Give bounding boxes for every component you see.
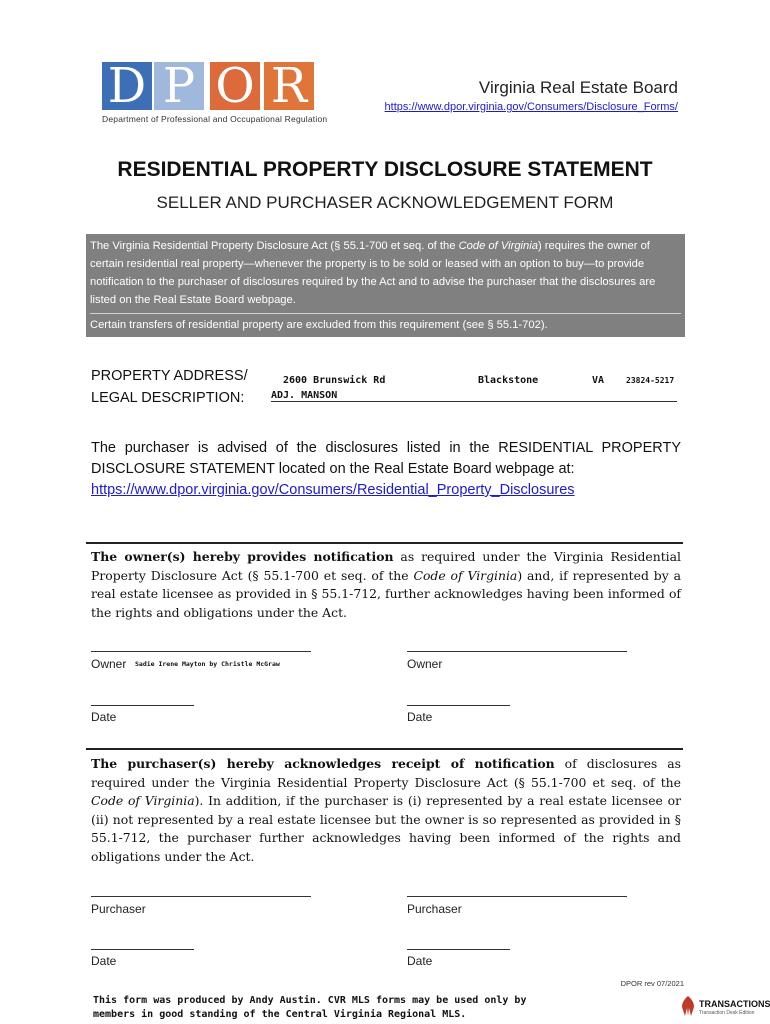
section-divider-1 [86, 542, 683, 544]
owner-label-left: Owner [91, 657, 127, 671]
purchaser-date-line-right[interactable] [407, 949, 510, 950]
owner-notification-paragraph: The owner(s) hereby provides notification as required under the Virginia Residential Property Disclosure Act (§ 55.1-700 et seq. of the Code of Virginia) and, if represented by a real estate licensee as provided in § 55.1-712, further acknowledges having been informed of the rights and obligations under the Act. [91, 549, 681, 620]
form-title: RESIDENTIAL PROPERTY DISCLOSURE STATEMENT [117, 158, 653, 181]
purchaser-date-label-left: Date [91, 954, 117, 968]
property-state[interactable]: VA [592, 375, 605, 386]
owner-signature-line-left[interactable] [91, 651, 311, 652]
revision-label: DPOR rev 07/2021 [620, 979, 684, 988]
logo-letter-d: D [102, 62, 152, 110]
mls-footer: This form was produced by Andy Austin. CVR MLS forms may be used only by members in good standing of the Central Virginia Regional MLS. [93, 995, 527, 1020]
transactions-logo [679, 994, 770, 1018]
board-title: Virginia Real Estate Board [478, 78, 678, 97]
legal-description[interactable]: ADJ. MANSON [271, 390, 338, 401]
owner-name[interactable]: Sadie Irene Mayton by Christle McGraw [135, 660, 280, 668]
transactions-flame-icon [679, 995, 697, 1017]
disclosure-forms-link[interactable]: https://www.dpor.virginia.gov/Consumers/Disclosure_Forms/ [384, 101, 678, 113]
purchaser-signature-line-right[interactable] [407, 896, 627, 897]
owner-date-line-right[interactable] [407, 705, 510, 706]
form-subtitle: SELLER AND PURCHASER ACKNOWLEDGEMENT FORM [156, 193, 614, 212]
purchaser-notice [91, 438, 681, 501]
info-paragraph-2: Certain transfers of residential property are excluded from this requirement (see § 55.1-702). [90, 319, 548, 331]
owner-signature-line-right[interactable] [407, 651, 627, 652]
residential-disclosures-link[interactable]: https://www.dpor.virginia.gov/Consumers/Residential_Property_Disclosures [91, 482, 575, 498]
property-address-label: PROPERTY ADDRESS/ LEGAL DESCRIPTION: [91, 368, 248, 406]
notice-line-1: The purchaser is advised of the disclosures listed in the RESIDENTIAL PROPERTY [91, 440, 681, 456]
transactions-tagline: Transaction Desk Edition [699, 1010, 755, 1016]
purchaser-acknowledgement-paragraph: The purchaser(s) hereby acknowledges receipt of notification of disclosures as required under the Virginia Residential Property Disclosure Act (§ 55.1-700 et seq. of the Code of Virginia). In addition, if the purchaser is (i) represented by a real estate licensee or (ii) not represented by a real estate licensee but the owner is so represented as provided in § 55.1-712, the purchaser further acknowledges having been informed of the rights and obligations under the Act. [91, 756, 681, 864]
owner-date-label-left: Date [91, 710, 117, 724]
purchaser-label-right: Purchaser [407, 902, 462, 916]
owner-date-label-right: Date [407, 710, 433, 724]
logo-subtitle: Department of Professional and Occupational Regulation [102, 114, 328, 124]
info-paragraph-1: The Virginia Residential Property Disclosure Act (§ 55.1-700 et seq. of the Code of Virginia) requires the owner of certain residential real property—whenever the property is to be sold or leased with an option to buy—to provide notification to the purchaser of disclosures required by the Act and to advise the purchaser that the disclosures are listed on the Real Estate Board webpage. [90, 237, 681, 314]
logo-letter-p: P [154, 62, 204, 110]
purchaser-date-label-right: Date [407, 954, 433, 968]
property-city[interactable]: Blackstone [478, 375, 539, 386]
owner-date-line-left[interactable] [91, 705, 194, 706]
property-zip[interactable]: 23824-5217 [626, 376, 675, 385]
property-street[interactable]: 2600 Brunswick Rd [283, 375, 386, 386]
purchaser-label-left: Purchaser [91, 902, 146, 916]
logo-letter-o: O [210, 62, 260, 110]
logo-letter-r: R [264, 62, 314, 110]
section-divider-2 [86, 748, 683, 750]
notice-line-2: DISCLOSURE STATEMENT located on the Real Estate Board webpage at: [91, 461, 575, 477]
info-box [86, 234, 685, 337]
address-underline [271, 401, 677, 402]
purchaser-date-line-left[interactable] [91, 949, 194, 950]
dpor-logo [102, 58, 328, 128]
transactions-wordmark: TRANSACTIONS [699, 999, 770, 1009]
owner-label-right: Owner [407, 657, 443, 671]
purchaser-signature-line-left[interactable] [91, 896, 311, 897]
